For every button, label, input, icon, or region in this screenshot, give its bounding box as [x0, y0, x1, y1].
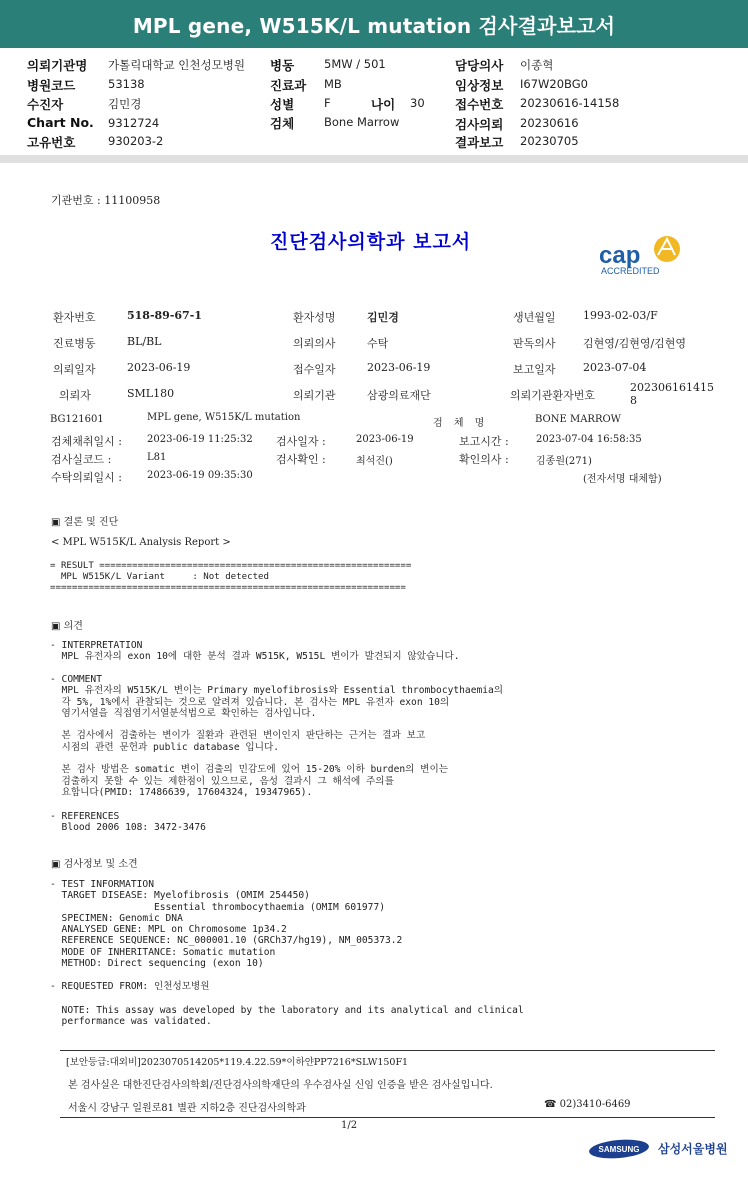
label-test-date: 검사일자 :	[276, 435, 326, 448]
header-label-unique-no: 고유번호	[27, 135, 76, 150]
label-ward: 진료병동	[53, 337, 96, 350]
header-value-clinical-info: I67W20BG0	[520, 77, 588, 91]
label-req-doctor: 의뢰의사	[293, 337, 336, 350]
label-collect-time: 검체채취일시 :	[51, 435, 122, 448]
value-lab-code: L81	[147, 452, 167, 463]
lab-address: 서울시 강남구 일원로81 별관 지하2층 진단검사의학과	[68, 1103, 306, 1114]
value-report-time: 2023-07-04 16:58:35	[536, 434, 642, 445]
header-label-department: 진료과	[270, 78, 307, 93]
interpretation-block: - INTERPRETATION MPL 유전자의 exon 10에 대한 분석 결과 W515K, W515L 변이가 발견되지 않았습니다.	[50, 640, 460, 663]
value-reading-doctor: 김현영/김현영/김현영	[583, 337, 687, 350]
samsung-text: SAMSUNG	[598, 1145, 640, 1154]
header-label-clinical-info: 임상정보	[455, 78, 504, 93]
header-value-institution: 가톨릭대학교 인천성모병원	[108, 58, 245, 72]
cap-text: cap	[599, 242, 641, 269]
test-name: MPL gene, W515K/L mutation	[147, 412, 301, 423]
specimen-label: 검 체 명	[433, 418, 485, 429]
label-lab-code: 검사실코드 :	[51, 453, 112, 466]
value-inst-patient-no: 202306161415	[630, 381, 714, 394]
section-conclusion: ▣ 결론 및 진단	[51, 517, 119, 528]
header-value-hospital-code: 53138	[108, 77, 145, 91]
hospital-name: 삼성서울병원	[658, 1142, 728, 1156]
value-requester: SML180	[127, 387, 175, 400]
result-block: = RESULT ========================================================= MPL W515K/L Variant : Not detected =================================================================	[50, 561, 412, 593]
header-label-age: 나이	[371, 97, 396, 112]
value-confirm-doctor: 김종원(271)	[536, 456, 592, 467]
value-test-confirm: 최석진()	[356, 456, 393, 467]
references-block: - REFERENCES Blood 2006 108: 3472-3476	[50, 811, 206, 834]
cap-subtext: ACCREDITED	[601, 266, 660, 276]
header-label-doctor: 담당의사	[455, 58, 504, 73]
institution-number: 기관번호 : 11100958	[51, 194, 161, 207]
value-birth: 1993-02-03/F	[583, 309, 658, 322]
value-patient-name: 김민경	[367, 311, 399, 324]
label-req-institution: 의뢰기관	[293, 389, 336, 402]
test-information-block: - TEST INFORMATION TARGET DISEASE: Myelofibrosis (OMIM 254450) Essential thrombocythaemia (OMIM 601977) SPECIMEN: Genomic DNA ANALYSED GENE: MPL on Chromosome 1p34.2 REFERENCE SEQUENCE: NC_000001.10 (GRCh37/hg19), NM_005373.2 MODE OF INHERITANCE: Somatic mutation METHOD: Direct sequencing (exon 10)	[50, 879, 403, 970]
label-report-time: 보고시간 :	[459, 435, 509, 448]
footer-divider-top	[60, 1050, 715, 1051]
value-report-date: 2023-07-04	[583, 361, 647, 374]
header-value-report-date: 20230705	[520, 134, 579, 148]
value-ward: BL/BL	[127, 335, 162, 348]
header-value-sex: F	[324, 96, 331, 110]
samsung-hospital-logo	[588, 1138, 728, 1160]
header-value-request-date: 20230616	[520, 116, 579, 130]
value-req-institution: 삼광의료재단	[367, 389, 431, 402]
value-req-doctor: 수탁	[367, 337, 389, 350]
header-label-institution: 의뢰기관명	[27, 58, 88, 73]
header-label-ward: 병동	[270, 58, 295, 73]
label-reading-doctor: 판독의사	[513, 337, 556, 350]
label-patient-no: 환자번호	[53, 311, 96, 324]
value-patient-no: 518-89-67-1	[127, 309, 202, 322]
lab-phone: ☎ 02)3410-6469	[544, 1099, 631, 1110]
header-value-age: 30	[410, 96, 425, 110]
header-value-patient: 김민경	[108, 97, 142, 111]
label-req-date: 의뢰일자	[53, 363, 96, 376]
analysis-report-title: < MPL W515K/L Analysis Report >	[51, 537, 231, 548]
specimen-value: BONE MARROW	[535, 414, 621, 425]
label-consign-time: 수탁의뢰일시 :	[51, 471, 122, 484]
header-label-sex: 성별	[270, 97, 295, 112]
certification-note: 본 검사실은 대한진단검사의학회/진단검사의학재단의 우수검사실 신임 인증을 받은 검사실입니다.	[68, 1080, 493, 1091]
header-value-receipt-no: 20230616-14158	[520, 96, 620, 110]
header-value-specimen: Bone Marrow	[324, 115, 400, 129]
value-consign-time: 2023-06-19 09:35:30	[147, 470, 253, 481]
test-code: BG121601	[50, 414, 104, 425]
comment-block: - COMMENT MPL 유전자의 W515K/L 변이는 Primary myelofibrosis와 Essential thrombocythaemia의 각 5%, 1%에서 관찰되는 것으로 알려져 있습니다. 본 검사는 MPL 유전자 exon 10의 염기서열을 직접염기서열분석법으로 확인하는 검사입니다. 본 검사에서 검출하는 변이가 질환과 관련된 변이인지 판단하는 근거는 결과 보고 시점의 관련 문헌과 public database 입니다. 본 검사 방법은 somatic 변이 검출의 민감도에 있어 15-20% 이하 burden의 변이는 검출하지 못할 수 있는 제한점이 있으므로, 음성 결과시 그 해석에 주의를 요합니다(PMID: 17486639, 17604324, 19347965).	[50, 674, 504, 798]
label-receipt-date: 접수일자	[293, 363, 336, 376]
label-patient-name: 환자성명	[293, 311, 336, 324]
header-value-unique-no: 930203-2	[108, 134, 164, 148]
header-label-request-date: 검사의뢰	[455, 117, 504, 132]
report-title-bar	[0, 0, 748, 48]
value-req-date: 2023-06-19	[127, 361, 191, 374]
value-receipt-date: 2023-06-19	[367, 361, 431, 374]
value-inst-patient-no-cont: 8	[630, 394, 637, 407]
header-label-chart-no: Chart No.	[27, 115, 94, 130]
header-label-patient: 수진자	[27, 97, 64, 112]
document-title: 진단검사의학과 보고서	[270, 231, 472, 253]
page-number: 1/2	[341, 1120, 358, 1131]
header-value-doctor: 이종혁	[520, 58, 554, 72]
label-report-date: 보고일자	[513, 363, 556, 376]
header-value-chart-no: 9312724	[108, 116, 160, 130]
header-label-hospital-code: 병원코드	[27, 78, 76, 93]
header-label-report-date: 결과보고	[455, 135, 504, 150]
label-test-confirm: 검사확인 :	[276, 453, 326, 466]
requested-from: - REQUESTED FROM: 인천성모병원	[50, 981, 210, 992]
samsung-ellipse-icon	[588, 1139, 650, 1159]
label-requester: 의뢰자	[59, 389, 91, 402]
report-title: MPL gene, W515K/L mutation 검사결과보고서	[132, 13, 616, 38]
header-value-ward: 5MW / 501	[324, 57, 386, 71]
header-label-receipt-no: 접수번호	[455, 97, 504, 112]
header-label-specimen: 검체	[270, 116, 295, 131]
value-test-date: 2023-06-19	[356, 434, 414, 445]
value-collect-time: 2023-06-19 11:25:32	[147, 434, 253, 445]
e-signature-note: (전자서명 대체함)	[583, 474, 662, 485]
security-line: [보안등급:대외비]2023070514205*119.4.22.59*이하얀PP7216*SLW150F1	[66, 1057, 409, 1068]
label-confirm-doctor: 확인의사 :	[459, 453, 509, 466]
section-opinion: ▣ 의견	[51, 621, 83, 632]
label-birth: 생년월일	[513, 311, 556, 324]
note-block: NOTE: This assay was developed by the laboratory and its analytical and clinical performance was validated.	[61, 1005, 524, 1028]
footer-divider-bottom	[60, 1117, 715, 1118]
header-value-department: MB	[324, 77, 342, 91]
section-test-info: ▣ 검사정보 및 소견	[51, 859, 138, 870]
label-inst-patient-no: 의뢰기관환자번호	[510, 389, 596, 402]
cap-accredited-logo	[595, 233, 690, 278]
divider-bar	[0, 155, 748, 163]
